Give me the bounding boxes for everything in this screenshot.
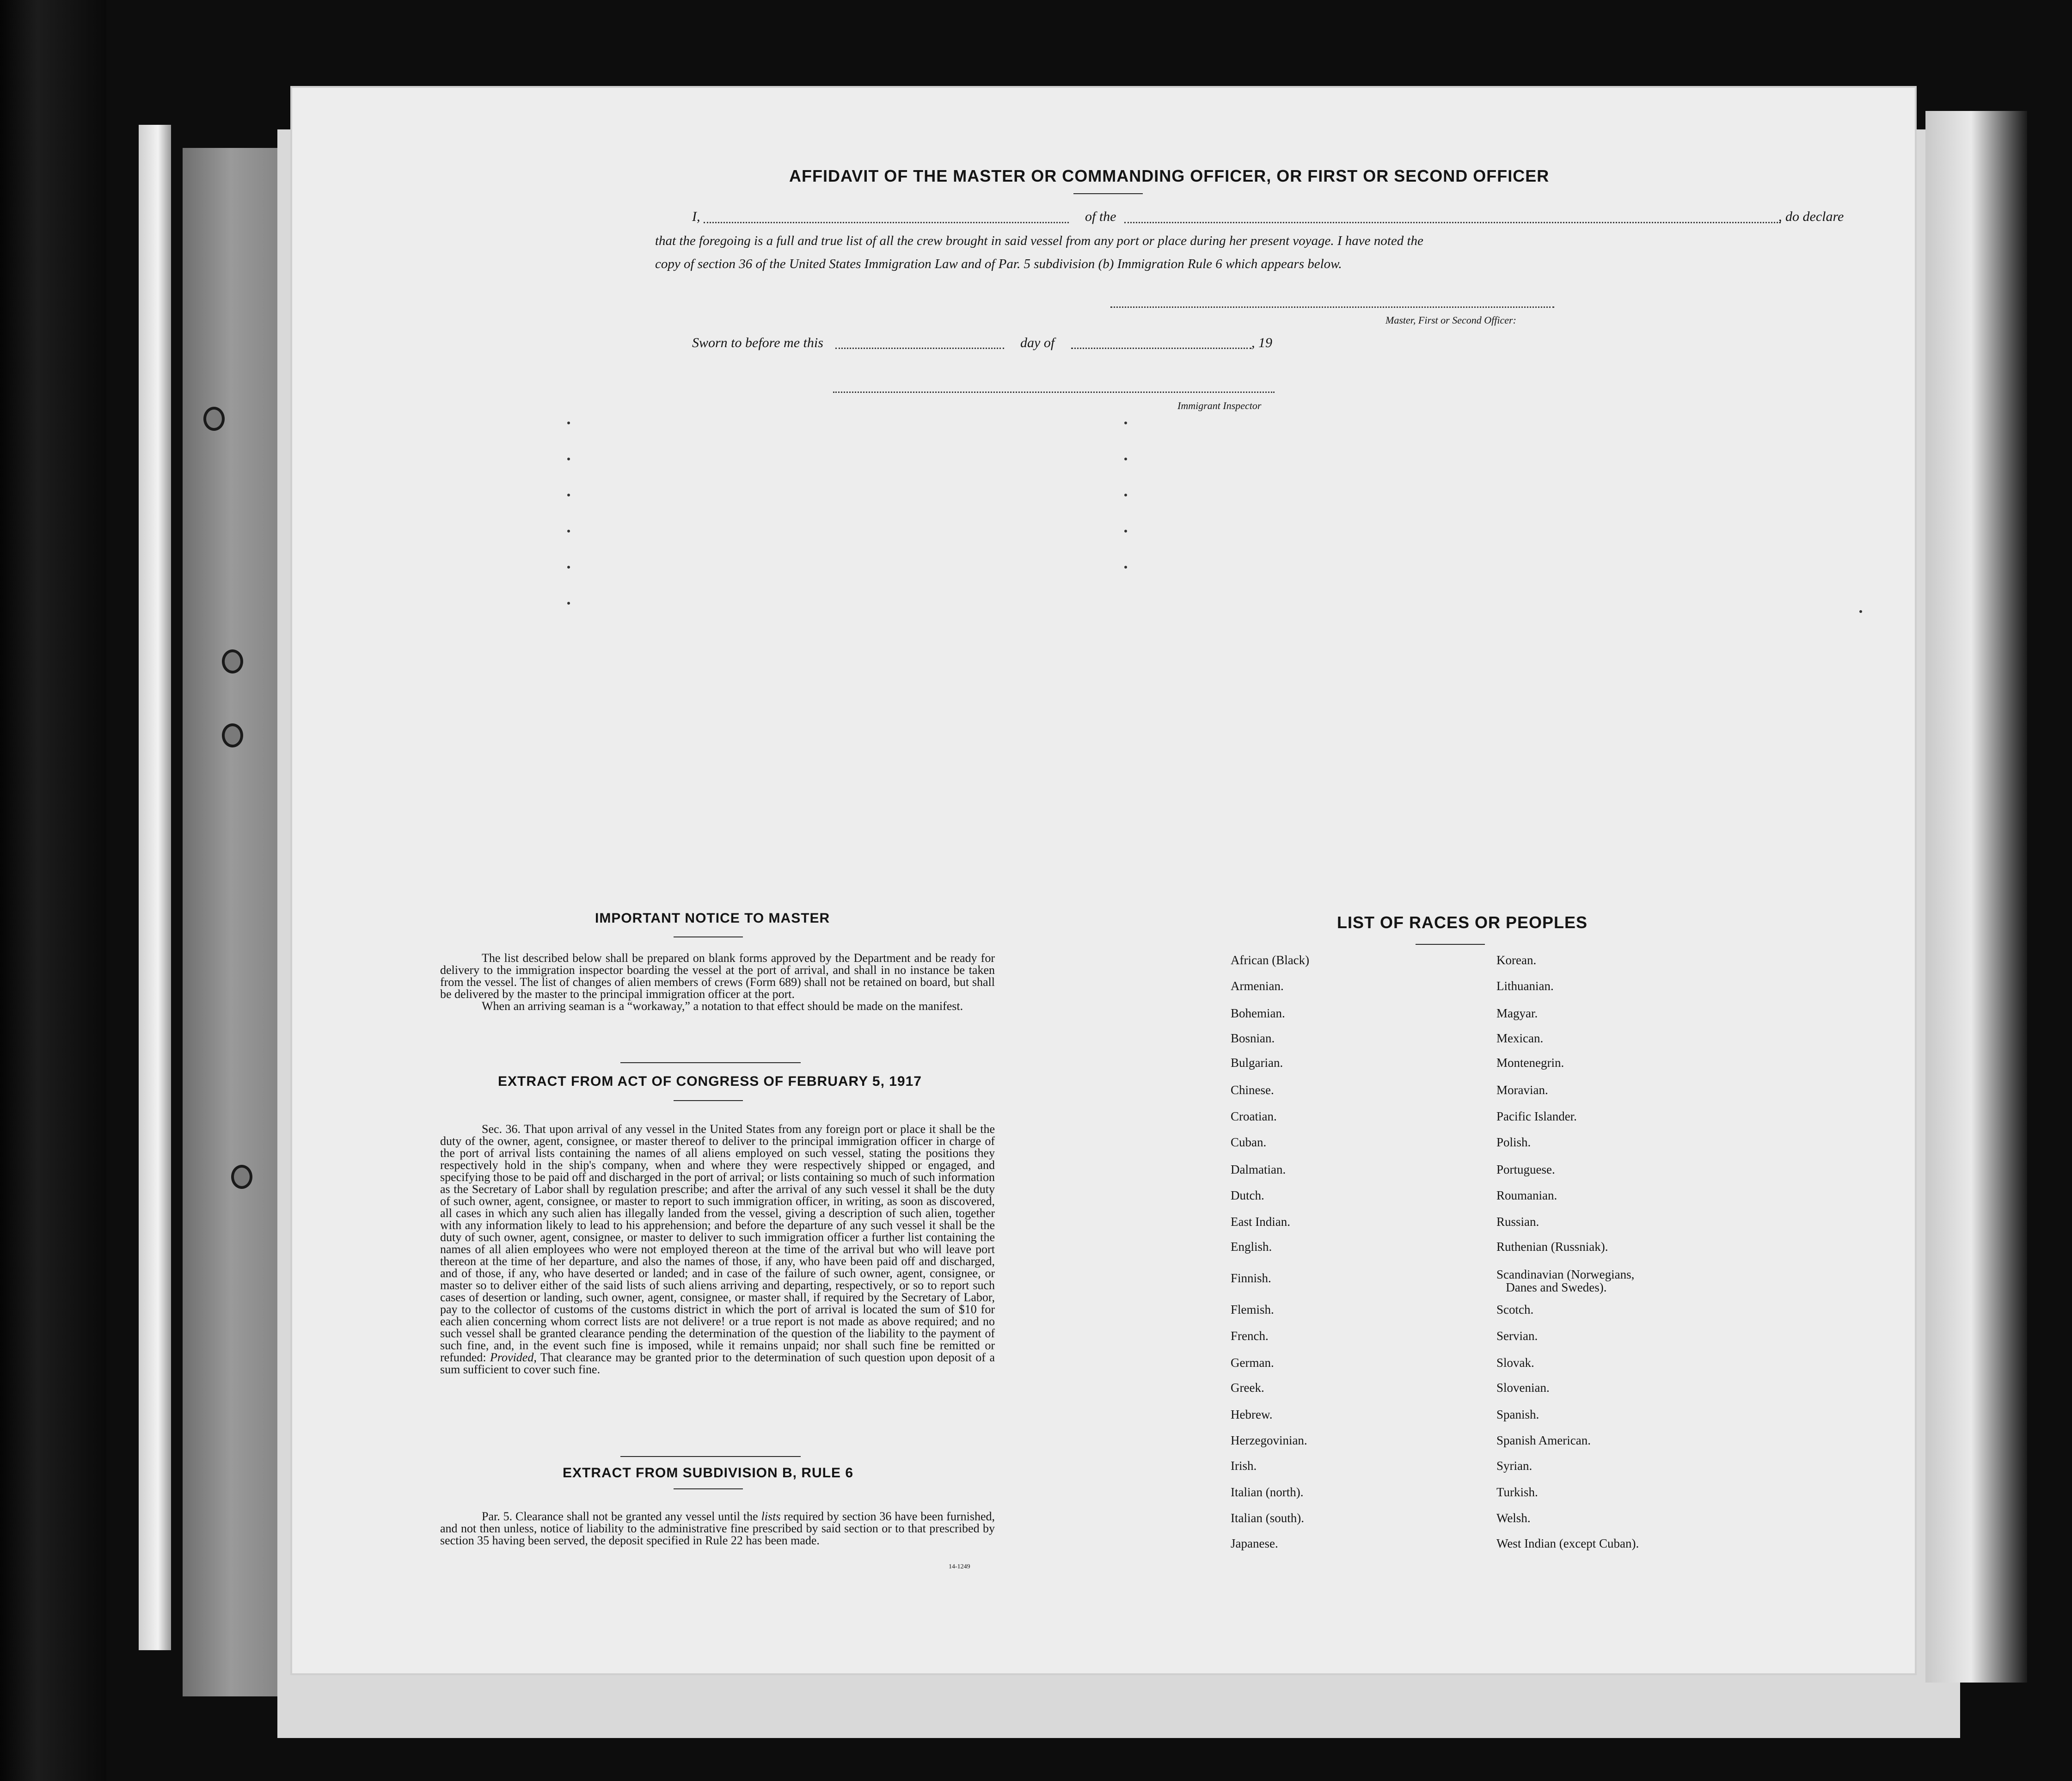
race-list-item: African (Black)	[1231, 953, 1310, 967]
vessel-blank-line[interactable]	[1124, 222, 1781, 223]
race-list-item: Dalmatian.	[1231, 1163, 1286, 1176]
section-divider	[620, 1456, 801, 1457]
affidavit-do-declare: , do declare	[1778, 209, 1844, 224]
extract-rule-body: Par. 5. Clearance shall not be granted any vessel until the lists required by section 36 have been furnished, and not then unless, notice of liability to the administrative fine prescribed by said section or to that prescribed by section 35 having been served, the deposit specified in Rule 22 has been made.	[440, 1510, 995, 1547]
crew-manifest-form-page	[292, 88, 1915, 1673]
underlying-page-edge	[139, 125, 171, 1650]
race-list-item: Spanish.	[1496, 1408, 1539, 1421]
title-underline	[1073, 193, 1143, 194]
race-list-item: Korean.	[1496, 953, 1537, 967]
bleed-through-mark	[1124, 458, 1127, 460]
race-list-item: Scotch.	[1496, 1303, 1534, 1316]
sworn-label: Sworn to before me this	[692, 335, 823, 350]
extract-act-underline	[674, 1100, 743, 1101]
races-underline	[1416, 944, 1485, 945]
race-list-item: Montenegrin.	[1496, 1056, 1564, 1070]
form-number: 14-1249	[949, 1563, 970, 1570]
scanner-background-left	[0, 0, 106, 1781]
day-of-label: day of	[1020, 335, 1055, 350]
master-signature-line[interactable]	[1110, 306, 1554, 308]
race-list-item: Bulgarian.	[1231, 1056, 1283, 1070]
race-list-item: Hebrew.	[1231, 1408, 1273, 1421]
affidavit-title: AFFIDAVIT OF THE MASTER OR COMMANDING OFFICER, OR FIRST OR SECOND OFFICER	[789, 166, 1550, 185]
race-list-item: Polish.	[1496, 1135, 1531, 1149]
notice-paragraph-1: The list described below shall be prepared on blank forms approved by the Department and be ready for delivery to the immigration inspector boarding the vessel at the port of arrival, and shall in no instance be taken from the vessel. The list of changes of alien members of crews (Form 689) shall not be retained on board, but shall be delivered by the master to the principal immigration officer at the port.	[440, 951, 995, 1001]
bleed-through-mark	[1124, 530, 1127, 532]
race-list-item: Dutch.	[1231, 1188, 1264, 1202]
affidavit-of-the-label: of the	[1085, 209, 1116, 224]
race-list-item: Greek.	[1231, 1381, 1264, 1395]
race-list-item: Portuguese.	[1496, 1163, 1555, 1176]
race-list-item: English.	[1231, 1240, 1272, 1254]
race-list-item: Flemish.	[1231, 1303, 1274, 1316]
affidavit-text-line-2: copy of section 36 of the United States Immigration Law and of Par. 5 subdivision (b) Immigration Rule 6 which appears below.	[655, 257, 1342, 271]
race-list-item: Ruthenian (Russniak).	[1496, 1240, 1608, 1254]
race-list-item: Scandinavian (Norwegians, Danes and Swedes).	[1496, 1267, 1635, 1294]
bleed-through-mark	[1124, 566, 1127, 569]
extract-rule-title: EXTRACT FROM SUBDIVISION B, RULE 6	[563, 1465, 854, 1481]
race-list-item: Bosnian.	[1231, 1031, 1275, 1045]
extract-act-title: EXTRACT FROM ACT OF CONGRESS OF FEBRUARY 5, 1917	[498, 1074, 922, 1089]
bleed-through-mark	[567, 530, 570, 532]
race-list-item: Irish.	[1231, 1459, 1257, 1473]
race-list-item: Moravian.	[1496, 1083, 1548, 1097]
race-list-item: West Indian (except Cuban).	[1496, 1536, 1639, 1550]
race-list-item: Croatian.	[1231, 1109, 1277, 1123]
extract-rule-underline	[674, 1488, 743, 1489]
race-list-item: German.	[1231, 1356, 1274, 1370]
race-list-item: Herzegovinian.	[1231, 1433, 1307, 1447]
sworn-month-blank[interactable]	[1071, 348, 1251, 349]
race-list-item: Lithuanian.	[1496, 979, 1554, 993]
race-list-item: Italian (south).	[1231, 1511, 1304, 1525]
race-list-item: Turkish.	[1496, 1485, 1538, 1499]
punch-hole	[222, 723, 243, 747]
extract-act-body: Sec. 36. That upon arrival of any vessel in the United States from any foreign port or place it shall be the duty of the owner, agent, consignee, or master thereof to deliver to the principal immigration officer in charge of the port of arrival lists containing the names of all aliens employed on such vessel, stating the positions they respectively hold in the ship's company, when and where they were respectively shipped or engaged, and specifying those to be paid off and discharged in the port of arrival; or lists containing so much of such information as the Secretary of Labor shall by regulation prescribe; and after the arrival of any such vessel it shall be the duty of such owner, agent, consignee, or master to report to such immigration officer, in writing, as soon as discovered, all cases in which any such alien has illegally landed from the vessel, giving a description of such alien, together with any information likely to lead to his apprehension; and before the departure of any such vessel it shall be the duty of such owner, agent, consignee, or master to deliver to such immigration officer a further list containing the names of all alien employees who were not employed thereon at the time of the arrival but who will leave port thereon at the time of her departure, and also the names of those, if any, who have been paid off and discharged, and of those, if any, who have deserted or landed; and in case of the failure of such owner, agent, consignee, or master so to deliver either of the said lists of such aliens arriving and departing, respectively, or so to report such cases of desertion or landing, such owner, agent, consignee, or master shall, if required by the Secretary of Labor, pay to the collector of customs of the customs district in which the port of arrival is located the sum of $10 for each alien concerning whom correct lists are not delivere! or a true report is not made as above required; and no such vessel shall be granted clearance pending the determination of the question of the liability to the payment of such fine, and, in the event such fine is imposed, while it remains unpaid; nor shall such fine be remitted or refunded: Provided, That clearance may be granted prior to the determination of such question upon deposit of a sum sufficient to cover such fine.	[440, 1122, 995, 1376]
race-list-item: Welsh.	[1496, 1511, 1531, 1525]
name-blank-line[interactable]	[704, 222, 1069, 223]
notice-paragraph-2: When an arriving seaman is a “workaway,” a notation to that effect should be made on the manifest.	[482, 999, 963, 1013]
bleed-through-mark	[567, 566, 570, 569]
sworn-day-blank[interactable]	[835, 348, 1004, 349]
section-divider	[620, 1062, 801, 1063]
race-list-item: Chinese.	[1231, 1083, 1274, 1097]
race-list-item: Japanese.	[1231, 1536, 1278, 1550]
affidavit-i-label: I,	[692, 209, 700, 224]
affidavit-text-line-1: that the foregoing is a full and true list of all the crew brought in said vessel from any port or place during her present voyage. I have noted the	[655, 233, 1423, 248]
race-list-item: Bohemian.	[1231, 1006, 1285, 1020]
race-list-item: French.	[1231, 1329, 1269, 1343]
notice-title: IMPORTANT NOTICE TO MASTER	[595, 911, 830, 926]
notice-underline	[674, 936, 743, 937]
year-prefix-label: , 19	[1251, 335, 1272, 350]
bleed-through-mark	[567, 602, 570, 605]
race-list-item: Italian (north).	[1231, 1485, 1304, 1499]
race-list-item: Pacific Islander.	[1496, 1109, 1577, 1123]
master-signature-caption: Master, First or Second Officer:	[1385, 314, 1516, 326]
inspector-signature-line[interactable]	[833, 392, 1275, 393]
race-list-item: Magyar.	[1496, 1006, 1538, 1020]
race-list-item: Slovak.	[1496, 1356, 1534, 1370]
punch-hole	[203, 407, 225, 431]
inspector-caption: Immigrant Inspector	[1177, 400, 1262, 411]
race-list-item: Armenian.	[1231, 979, 1284, 993]
race-list-item: Finnish.	[1231, 1271, 1271, 1285]
race-list-item: Roumanian.	[1496, 1188, 1557, 1202]
race-list-item: Slovenian.	[1496, 1381, 1550, 1395]
binding-strip	[1925, 111, 2027, 1683]
race-list-item: East Indian.	[1231, 1215, 1290, 1229]
race-list-item: Syrian.	[1496, 1459, 1533, 1473]
race-list-item: Cuban.	[1231, 1135, 1267, 1149]
race-list-item: Russian.	[1496, 1215, 1539, 1229]
races-title: LIST OF RACES OR PEOPLES	[1337, 913, 1588, 932]
bleed-through-mark	[1859, 610, 1862, 613]
bleed-through-mark	[1124, 422, 1127, 424]
punch-hole	[231, 1165, 252, 1189]
bleed-through-mark	[1124, 494, 1127, 496]
race-list-item: Servian.	[1496, 1329, 1538, 1343]
punch-hole	[222, 649, 243, 673]
bleed-through-mark	[567, 494, 570, 496]
bleed-through-mark	[567, 422, 570, 424]
race-list-item: Mexican.	[1496, 1031, 1544, 1045]
bleed-through-mark	[567, 458, 570, 460]
race-list-item: Spanish American.	[1496, 1433, 1591, 1447]
